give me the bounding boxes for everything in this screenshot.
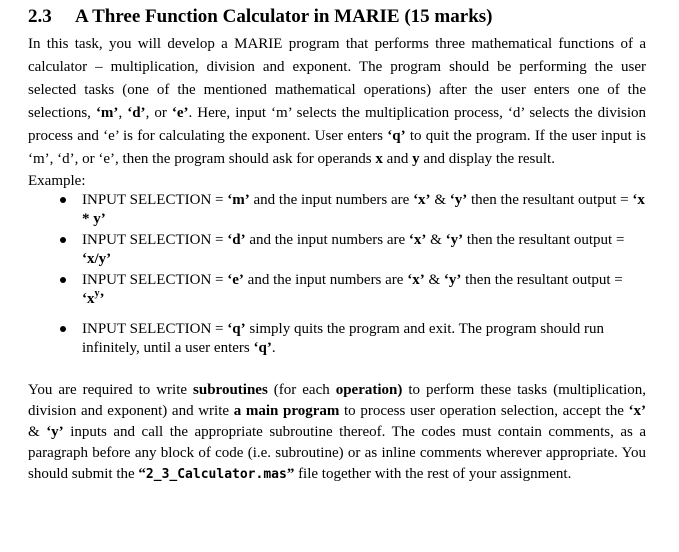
bullet-selection: ‘q’ (227, 321, 246, 337)
bullet-amp: & (430, 192, 450, 208)
closing-text: to process user operation selection, accept the (339, 403, 629, 419)
bullet-icon (60, 197, 66, 203)
bullet-result: ‘x/y’ (82, 251, 112, 267)
bullet-amp: & (424, 272, 444, 288)
list-item (56, 231, 646, 269)
bullet-text: then the resultant output = (467, 192, 633, 208)
bullet-y: ‘y’ (445, 232, 464, 248)
bullet-text: INPUT SELECTION = (82, 272, 228, 288)
result-exponent: y (94, 288, 100, 299)
bullet-selection: ‘d’ (227, 232, 246, 248)
section-heading (28, 6, 646, 28)
example-list (28, 191, 646, 358)
bullet-icon (60, 326, 66, 332)
bullet-x: ‘x’ (407, 272, 425, 288)
closing-bold-subroutines: subroutines (193, 382, 268, 398)
closing-y: ‘y’ (46, 424, 64, 440)
bullet-text: and the input numbers are (245, 232, 409, 248)
bullet-text: and the input numbers are (243, 272, 408, 288)
bullet-text: simply quits the program and exit. The program should run infinitely, until a user enters (82, 321, 605, 356)
intro-text-4: and display the result. (419, 151, 555, 167)
example-label: Example: (28, 173, 86, 189)
result-base: ‘x (82, 291, 95, 307)
intro-text-3: to quit the program. If the user input is ‘m’, ‘d’, or ‘e’, then the program should ask for operands (28, 128, 647, 167)
file-quote-close: ” (286, 466, 295, 482)
bullet-x: ‘x’ (408, 232, 427, 248)
closing-bold-main-program: a main program (233, 403, 340, 419)
selection-d: ‘d’ (127, 105, 146, 121)
bullet-result: ‘x * y’ (82, 192, 645, 227)
closing-text: to perform these tasks (multiplication, division and exponent) and write (28, 382, 647, 419)
closing-amp: & (28, 424, 47, 440)
selection-q: ‘q’ (387, 128, 406, 144)
bullet-selection: ‘m’ (227, 192, 250, 208)
closing-text: (for each (267, 382, 336, 398)
filename: 2_3_Calculator.mas (145, 467, 287, 482)
bullet-text: and the input numbers are (249, 192, 414, 208)
bullet-text: INPUT SELECTION = (82, 232, 228, 248)
file-quote-open: “ (138, 466, 146, 482)
closing-bold-operation: operation) (335, 382, 403, 398)
bullet-result (82, 288, 105, 307)
closing-text: You are required to write (28, 382, 194, 398)
bullet-y: ‘y’ (449, 192, 468, 208)
list-item (56, 271, 646, 309)
selection-e: ‘e’ (171, 105, 189, 121)
bullet-icon (60, 277, 66, 283)
bullet-period: . (271, 340, 276, 356)
list-item (56, 191, 646, 229)
document-page (28, 6, 646, 485)
closing-text: inputs and call the appropriate subroutine thereof. The codes must contain comments, as a paragraph before any block of code (i.e. subroutine) or as inline comments wherever appropriate. You should submit the (28, 424, 646, 482)
bullet-x: ‘x’ (413, 192, 431, 208)
bullet-amp: & (426, 232, 446, 248)
selection-m: ‘m’ (95, 105, 119, 121)
closing-x: ‘x’ (628, 403, 647, 419)
intro-text-1: In this task, you will develop a MARIE program that performs three mathematical functions of a calculator – multiplication, division and exponent. The program should be performing the user selected tasks (one of the mentioned mathematical operations) after the user enters one of the selections, (28, 36, 646, 121)
closing-paragraph (28, 380, 646, 485)
operand-x: x (375, 151, 383, 167)
bullet-text: INPUT SELECTION = (82, 321, 228, 337)
bullet-icon (60, 237, 66, 243)
bullet-y: ‘y’ (443, 272, 462, 288)
section-number: 2.3 (28, 6, 52, 27)
bullet-text: then the resultant output = (461, 272, 623, 288)
bullet-quit-key: ‘q’ (253, 340, 272, 356)
closing-text: file together with the rest of your assignment. (294, 466, 572, 482)
bullet-selection: ‘e’ (227, 272, 244, 288)
operand-y: y (412, 151, 420, 167)
bullet-text: then the resultant output = (463, 232, 625, 248)
intro-text-2: . Here, input ‘m’ selects the multiplication process, ‘d’ selects the division process and ‘e’ is for calculating the exponent. User enters (28, 105, 647, 144)
result-close: ’ (99, 291, 105, 307)
list-item (56, 320, 646, 358)
intro-comma-2: , or (145, 105, 172, 121)
section-title: A Three Function Calculator in MARIE (15 marks) (75, 6, 493, 27)
bullet-text: INPUT SELECTION = (82, 192, 228, 208)
intro-and: and (382, 151, 413, 167)
intro-comma-1: , (118, 105, 128, 121)
intro-paragraph (28, 33, 646, 171)
